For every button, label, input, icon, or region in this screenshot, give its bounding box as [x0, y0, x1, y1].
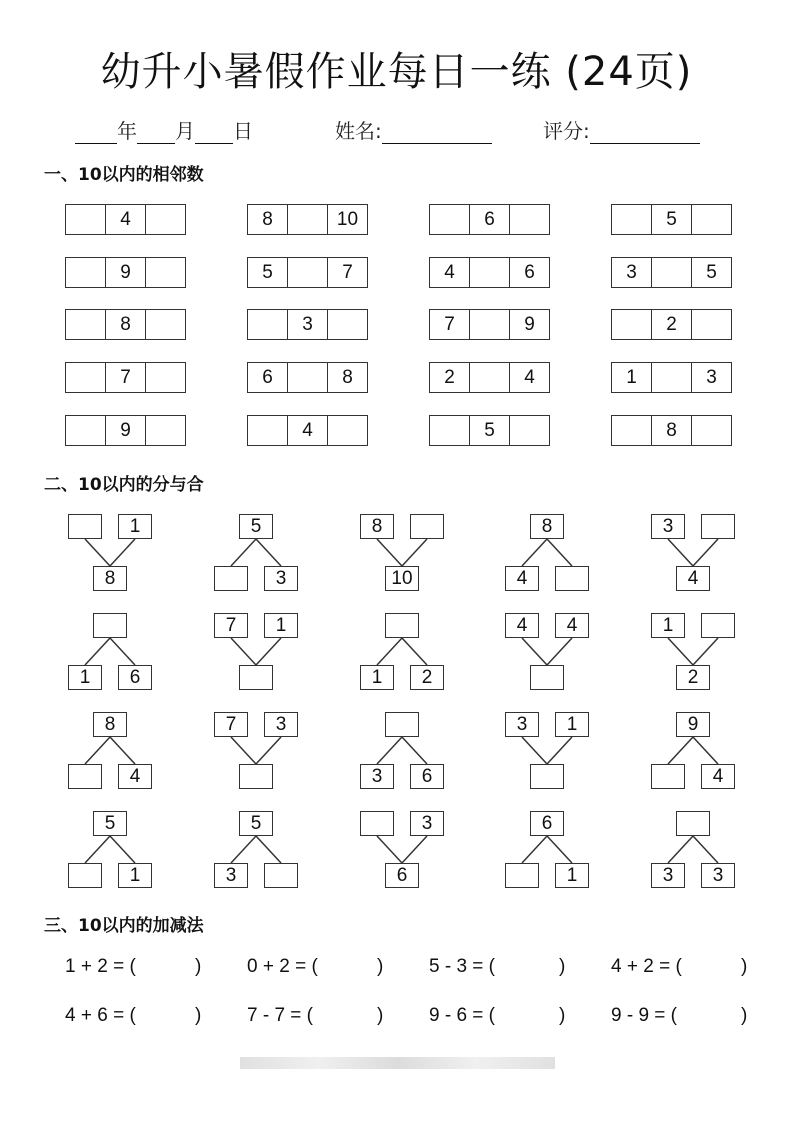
answer-cell[interactable] — [612, 205, 652, 234]
year-blank[interactable] — [75, 123, 117, 144]
number-box: 6 — [530, 811, 564, 836]
number-bond-merge — [352, 514, 452, 592]
answer-cell[interactable] — [430, 416, 470, 445]
equation-answer-paren[interactable]: ) — [741, 1005, 748, 1026]
section-2-heading: 二、10以内的分与合 — [44, 475, 204, 495]
number-box: 3 — [264, 712, 298, 737]
number-box: 6 — [385, 863, 419, 888]
section-3-heading: 三、10以内的加减法 — [44, 916, 204, 936]
equation-answer-paren[interactable]: ) — [377, 1005, 384, 1026]
bond-line — [110, 638, 135, 665]
neighbor-triple — [65, 257, 186, 288]
bond-line — [402, 737, 427, 764]
number-bond-split — [60, 712, 160, 790]
bond-line — [547, 638, 572, 665]
neighbor-triple — [611, 204, 732, 235]
number-box: 4 — [118, 764, 152, 789]
neighbor-triple — [65, 362, 186, 393]
number-box: 6 — [410, 764, 444, 789]
number-cell: 8 — [652, 416, 692, 445]
answer-cell[interactable] — [66, 205, 106, 234]
neighbor-triple — [611, 362, 732, 393]
score-label: 评分: — [543, 119, 590, 143]
equation-answer-paren[interactable]: ) — [195, 956, 202, 977]
neighbor-triple — [247, 257, 368, 288]
answer-box[interactable] — [701, 514, 735, 539]
bond-line — [377, 539, 402, 566]
month-label: 月 — [175, 119, 195, 143]
number-box: 5 — [239, 811, 273, 836]
bond-line — [693, 836, 718, 863]
answer-cell[interactable] — [66, 416, 106, 445]
bond-line — [668, 539, 693, 566]
number-cell: 2 — [652, 310, 692, 339]
number-bond-merge — [497, 712, 597, 790]
bond-line — [547, 539, 572, 566]
answer-cell[interactable] — [652, 258, 692, 287]
bond-line — [256, 737, 281, 764]
number-cell: 8 — [106, 310, 146, 339]
bond-line — [85, 737, 110, 764]
number-bond-merge — [352, 811, 452, 889]
equation — [65, 956, 202, 978]
date-line — [75, 115, 253, 144]
bond-line — [522, 737, 547, 764]
answer-cell[interactable] — [146, 416, 185, 445]
answer-box[interactable] — [214, 566, 248, 591]
number-box: 8 — [93, 566, 127, 591]
number-cell: 7 — [106, 363, 146, 392]
number-box: 8 — [530, 514, 564, 539]
number-cell: 5 — [248, 258, 288, 287]
number-bond-split — [206, 514, 306, 592]
number-cell: 3 — [612, 258, 652, 287]
number-cell: 6 — [524, 262, 535, 283]
bond-line — [231, 638, 256, 665]
number-cell: 7 — [430, 310, 470, 339]
answer-cell[interactable] — [470, 363, 510, 392]
day-label: 日 — [233, 119, 253, 143]
bond-line — [693, 638, 718, 665]
neighbor-triple — [429, 309, 550, 340]
answer-cell[interactable] — [470, 310, 510, 339]
number-box: 4 — [505, 613, 539, 638]
answer-cell[interactable] — [288, 363, 328, 392]
name-blank[interactable] — [382, 123, 492, 144]
answer-box[interactable] — [68, 764, 102, 789]
neighbor-triple — [65, 204, 186, 235]
answer-cell[interactable] — [146, 258, 185, 287]
answer-cell[interactable] — [146, 310, 185, 339]
score-line — [543, 115, 700, 144]
neighbor-triple — [429, 415, 550, 446]
equation — [611, 1005, 748, 1027]
answer-cell[interactable] — [612, 310, 652, 339]
equation — [247, 1005, 384, 1027]
number-box: 1 — [555, 712, 589, 737]
bond-line — [85, 836, 110, 863]
equation-text: 7 - 7 = ( — [247, 1005, 313, 1026]
equation — [611, 956, 748, 978]
answer-cell[interactable] — [328, 416, 367, 445]
equation — [429, 956, 566, 978]
number-box: 7 — [214, 613, 248, 638]
number-box: 7 — [214, 712, 248, 737]
neighbor-triple — [247, 204, 368, 235]
answer-cell[interactable] — [248, 416, 288, 445]
number-cell: 5 — [652, 205, 692, 234]
number-bond-merge — [643, 514, 743, 592]
answer-cell[interactable] — [288, 258, 328, 287]
name-line — [335, 115, 492, 144]
blurred-watermark — [240, 1057, 555, 1069]
number-cell: 5 — [706, 262, 717, 283]
answer-box[interactable] — [239, 764, 273, 789]
answer-cell[interactable] — [146, 205, 185, 234]
number-box: 3 — [651, 514, 685, 539]
number-bond-split — [643, 811, 743, 889]
number-box: 5 — [93, 811, 127, 836]
equation-answer-paren[interactable]: ) — [741, 956, 748, 977]
bond-line — [668, 737, 693, 764]
bond-line — [693, 539, 718, 566]
number-box: 5 — [239, 514, 273, 539]
number-bond-split — [497, 811, 597, 889]
number-box: 6 — [118, 665, 152, 690]
neighbor-triple — [247, 362, 368, 393]
answer-cell[interactable] — [692, 205, 731, 234]
bond-line — [547, 737, 572, 764]
number-box: 4 — [505, 566, 539, 591]
equation-answer-paren[interactable]: ) — [559, 1005, 566, 1026]
neighbor-triple — [611, 415, 732, 446]
equation — [247, 956, 384, 978]
number-box: 4 — [701, 764, 735, 789]
number-bond-split — [60, 613, 160, 691]
number-cell: 4 — [288, 416, 328, 445]
number-cell: 6 — [470, 205, 510, 234]
answer-cell[interactable] — [652, 363, 692, 392]
answer-cell[interactable] — [692, 416, 731, 445]
equation-text: 9 - 9 = ( — [611, 1005, 677, 1026]
bond-line — [668, 638, 693, 665]
number-box: 3 — [264, 566, 298, 591]
number-box: 2 — [676, 665, 710, 690]
number-cell: 3 — [288, 310, 328, 339]
answer-box[interactable] — [410, 514, 444, 539]
answer-cell[interactable] — [470, 258, 510, 287]
number-bond-split — [352, 712, 452, 790]
bond-line — [231, 539, 256, 566]
neighbor-triple — [611, 309, 732, 340]
equation — [429, 1005, 566, 1027]
day-blank[interactable] — [195, 123, 233, 144]
equation-text: 0 + 2 = ( — [247, 956, 318, 977]
number-bond-merge — [497, 613, 597, 691]
answer-box[interactable] — [360, 811, 394, 836]
bond-line — [402, 638, 427, 665]
answer-box[interactable] — [264, 863, 298, 888]
name-label: 姓名: — [335, 119, 382, 143]
answer-cell[interactable] — [430, 205, 470, 234]
bond-line — [522, 638, 547, 665]
number-box: 4 — [555, 613, 589, 638]
number-box: 1 — [118, 514, 152, 539]
answer-cell[interactable] — [248, 310, 288, 339]
bond-line — [85, 539, 110, 566]
bond-line — [377, 737, 402, 764]
answer-box[interactable] — [530, 764, 564, 789]
bond-line — [522, 539, 547, 566]
number-cell: 7 — [342, 262, 353, 283]
page-title: 幼升小暑假作业每日一练 (24页) — [100, 49, 693, 95]
number-box: 1 — [360, 665, 394, 690]
answer-box[interactable] — [93, 613, 127, 638]
number-box: 3 — [701, 863, 735, 888]
neighbor-triple — [65, 415, 186, 446]
number-box: 4 — [676, 566, 710, 591]
equation-answer-paren[interactable]: ) — [195, 1005, 202, 1026]
answer-box[interactable] — [651, 764, 685, 789]
answer-box[interactable] — [555, 566, 589, 591]
number-cell: 9 — [106, 258, 146, 287]
answer-cell[interactable] — [146, 363, 185, 392]
neighbor-triple — [429, 204, 550, 235]
answer-box[interactable] — [239, 665, 273, 690]
number-bond-merge — [206, 613, 306, 691]
answer-box[interactable] — [701, 613, 735, 638]
number-cell: 1 — [612, 363, 652, 392]
number-cell: 9 — [106, 416, 146, 445]
equation-answer-paren[interactable]: ) — [377, 956, 384, 977]
number-box: 1 — [651, 613, 685, 638]
answer-cell[interactable] — [612, 416, 652, 445]
number-bond-merge — [60, 514, 160, 592]
bond-line — [110, 737, 135, 764]
number-box: 3 — [214, 863, 248, 888]
neighbor-triple — [429, 362, 550, 393]
number-cell: 4 — [106, 205, 146, 234]
equation-text: 4 + 2 = ( — [611, 956, 682, 977]
number-box: 3 — [505, 712, 539, 737]
answer-box[interactable] — [385, 712, 419, 737]
bond-line — [256, 638, 281, 665]
number-box: 3 — [360, 764, 394, 789]
answer-box[interactable] — [530, 665, 564, 690]
section-1-heading: 一、10以内的相邻数 — [44, 165, 204, 185]
bond-line — [110, 539, 135, 566]
answer-cell[interactable] — [510, 205, 549, 234]
answer-cell[interactable] — [692, 310, 731, 339]
equation — [65, 1005, 202, 1027]
bond-line — [522, 836, 547, 863]
number-bond-split — [497, 514, 597, 592]
answer-cell[interactable] — [328, 310, 367, 339]
number-box: 1 — [264, 613, 298, 638]
number-cell: 10 — [336, 209, 359, 230]
bond-line — [402, 539, 427, 566]
score-blank[interactable] — [590, 123, 700, 144]
number-bond-split — [206, 811, 306, 889]
bond-line — [256, 836, 281, 863]
number-box: 9 — [676, 712, 710, 737]
number-bond-merge — [643, 613, 743, 691]
bond-line — [85, 638, 110, 665]
equation-text: 4 + 6 = ( — [65, 1005, 136, 1026]
answer-cell[interactable] — [510, 416, 549, 445]
number-bond-merge — [206, 712, 306, 790]
bond-line — [547, 836, 572, 863]
neighbor-triple — [429, 257, 550, 288]
number-box: 1 — [555, 863, 589, 888]
number-cell: 8 — [342, 367, 353, 388]
number-box: 8 — [93, 712, 127, 737]
number-box: 8 — [360, 514, 394, 539]
equation-text: 1 + 2 = ( — [65, 956, 136, 977]
equation-text: 5 - 3 = ( — [429, 956, 495, 977]
number-box: 2 — [410, 665, 444, 690]
number-box: 10 — [385, 566, 419, 591]
bond-line — [377, 638, 402, 665]
neighbor-triple — [247, 309, 368, 340]
number-box: 3 — [651, 863, 685, 888]
number-cell: 4 — [524, 367, 535, 388]
bond-line — [256, 539, 281, 566]
neighbor-triple — [247, 415, 368, 446]
number-cell: 2 — [430, 363, 470, 392]
answer-cell[interactable] — [66, 363, 106, 392]
bond-line — [231, 737, 256, 764]
number-box: 1 — [68, 665, 102, 690]
bond-line — [668, 836, 693, 863]
bond-line — [693, 737, 718, 764]
bond-line — [402, 836, 427, 863]
neighbor-triple — [611, 257, 732, 288]
answer-box[interactable] — [68, 863, 102, 888]
number-box: 3 — [410, 811, 444, 836]
number-box: 1 — [118, 863, 152, 888]
number-cell: 6 — [248, 363, 288, 392]
number-cell: 3 — [706, 367, 717, 388]
answer-box[interactable] — [385, 613, 419, 638]
number-bond-split — [60, 811, 160, 889]
number-bond-split — [352, 613, 452, 691]
number-bond-split — [643, 712, 743, 790]
equation-answer-paren[interactable]: ) — [559, 956, 566, 977]
answer-cell[interactable] — [66, 258, 106, 287]
number-cell: 5 — [470, 416, 510, 445]
number-cell: 8 — [248, 205, 288, 234]
answer-box[interactable] — [505, 863, 539, 888]
month-blank[interactable] — [137, 123, 175, 144]
answer-cell[interactable] — [288, 205, 328, 234]
answer-box[interactable] — [68, 514, 102, 539]
bond-line — [377, 836, 402, 863]
year-label: 年 — [117, 119, 137, 143]
number-cell: 9 — [524, 314, 535, 335]
neighbor-triple — [65, 309, 186, 340]
bond-line — [110, 836, 135, 863]
answer-box[interactable] — [676, 811, 710, 836]
bond-line — [231, 836, 256, 863]
answer-cell[interactable] — [66, 310, 106, 339]
equation-text: 9 - 6 = ( — [429, 1005, 495, 1026]
number-cell: 4 — [430, 258, 470, 287]
